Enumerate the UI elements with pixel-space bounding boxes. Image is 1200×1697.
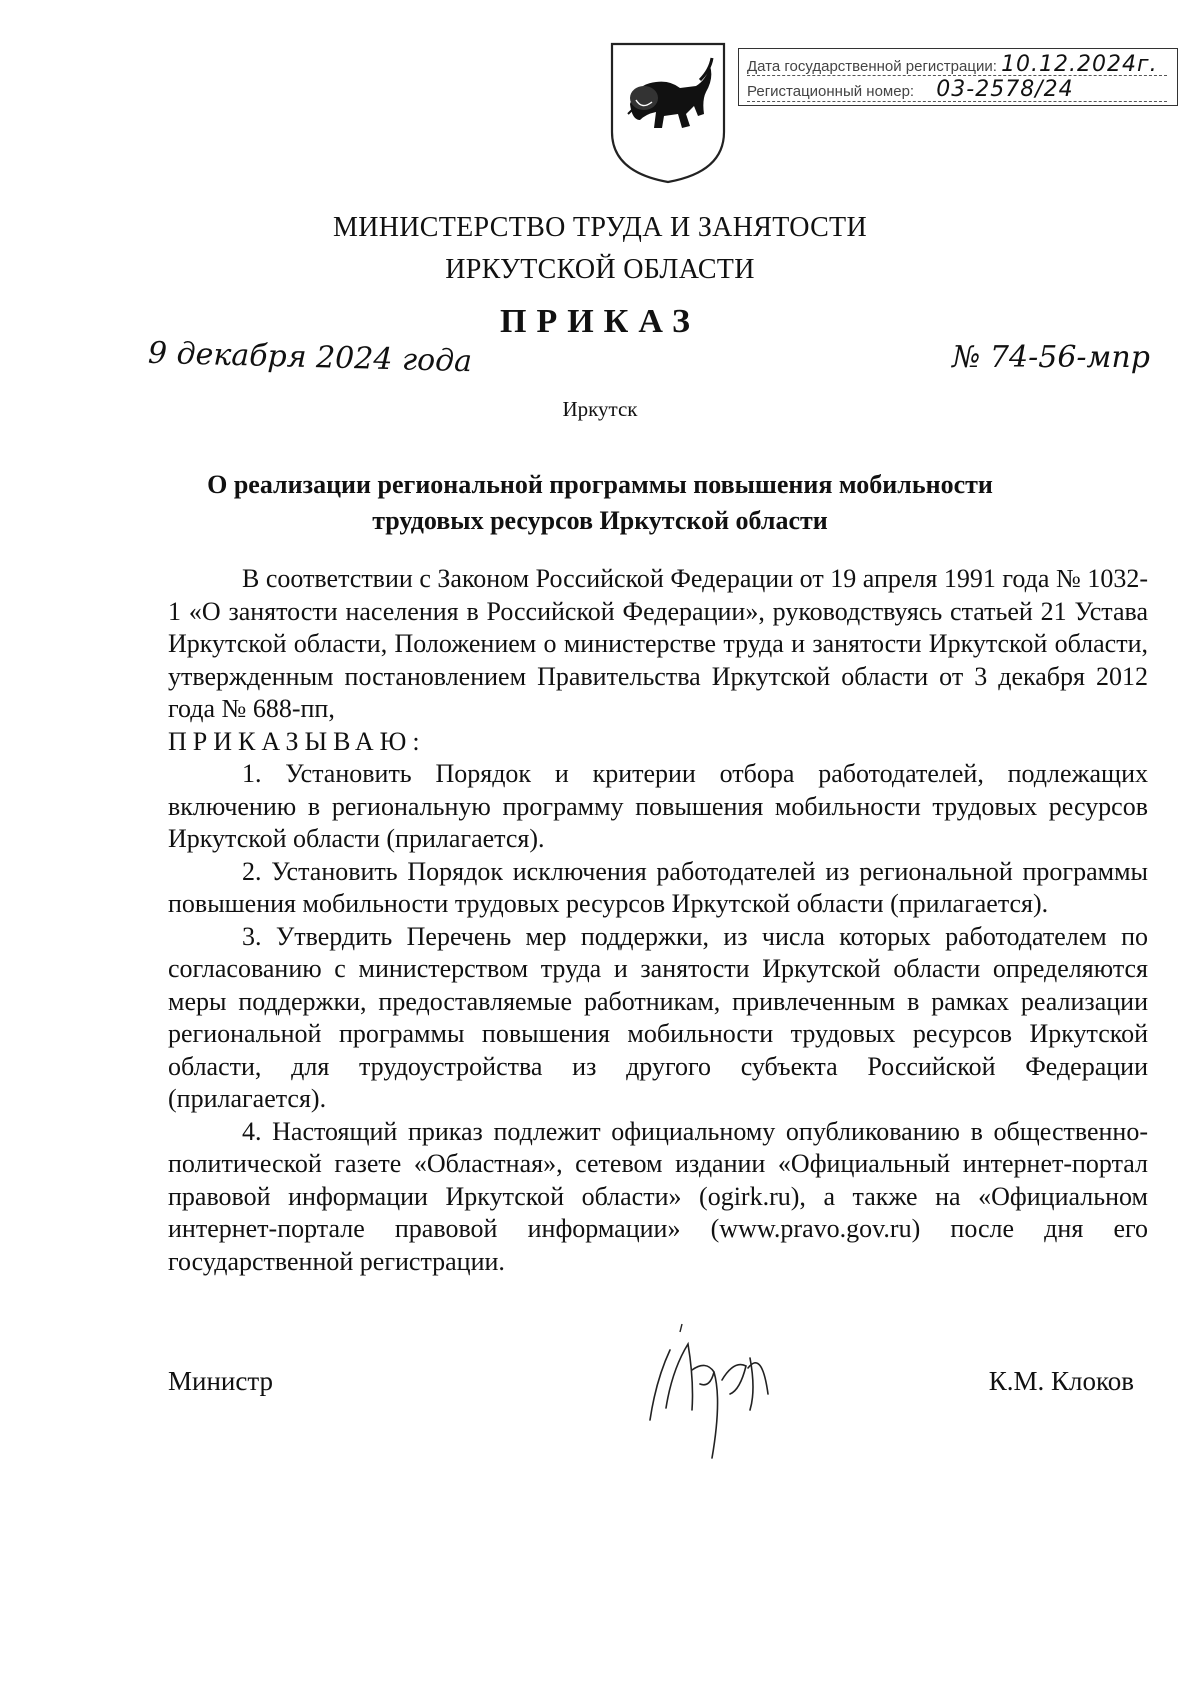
registration-number-value: 03-2578/24 <box>936 77 1074 102</box>
order-item-1: 1. Установить Порядок и критерии отбора работодателей, подлежащих включению в региональную программу повышения мобильности трудовых ресурсов Иркутской области (прилагается). <box>168 759 1148 853</box>
order-subject <box>150 467 1050 539</box>
city-name: Иркутск <box>562 397 638 421</box>
signatory-name: К.М. Клоков <box>988 1366 1134 1396</box>
order-body <box>168 563 1148 1278</box>
order-subject-line2: трудовых ресурсов Иркутской области <box>372 506 828 535</box>
handwritten-signature <box>610 1310 850 1460</box>
preamble-paragraph: В соответствии с Законом Российской Федерации от 19 апреля 1991 года № 1032-1 «О занятости населения в Российской Федерации», руководствуясь статьей 21 Устава Иркутской области, Положением о министерстве труда и занятости Иркутской области, утвержденным постановлением Правительства Иркутской области от 3 декабря 2012 года № 688-пп, <box>168 564 1148 723</box>
signatory-position: Министр <box>168 1366 273 1396</box>
coat-of-arms-icon <box>606 40 730 186</box>
registration-date-value: 10.12.2024г. <box>1001 52 1158 77</box>
registration-date-label: Дата государственной регистрации: <box>747 58 997 75</box>
order-item-4: 4. Настоящий приказ подлежит официальному опубликованию в общественно-политической газете «Областная», сетевом издании «Официальный интернет-портал правовой информации Иркутской области» (ogirk.ru), а также на «Официальном интернет-портале правовой информации» (www.pravo.gov.ru) после дня его государственной регистрации. <box>168 1116 1148 1276</box>
order-word: ПРИКАЗЫВАЮ: <box>168 726 426 756</box>
order-item-2: 2. Установить Порядок исключения работодателей из региональной программы повышения мобильности трудовых ресурсов Иркутской области (прилагается). <box>168 856 1148 918</box>
order-number-handwritten: № 74-56-мпр <box>952 340 1150 375</box>
order-subject-line1: О реализации региональной программы повышения мобильности <box>207 470 993 499</box>
order-date-handwritten: 9 декабря 2024 года <box>147 335 473 380</box>
order-item-3: 3. Утвердить Перечень мер поддержки, из числа которых работодателем по согласованию с министерством труда и занятости Иркутской области определяются меры поддержки, предоставляемые работникам, привлеченным в рамках реализации региональной программы повышения мобильности трудовых ресурсов Иркутской области, для трудоустройства из другого субъекта Российской Федерации (прилагается). <box>168 921 1148 1113</box>
registration-stamp <box>738 48 1178 106</box>
registration-number-label: Регистационный номер: <box>747 83 915 100</box>
ministry-name-line1: МИНИСТЕРСТВО ТРУДА И ЗАНЯТОСТИ <box>333 212 867 243</box>
document-type: ПРИКАЗ <box>500 303 700 340</box>
ministry-name-line2: ИРКУТСКОЙ ОБЛАСТИ <box>445 254 755 285</box>
